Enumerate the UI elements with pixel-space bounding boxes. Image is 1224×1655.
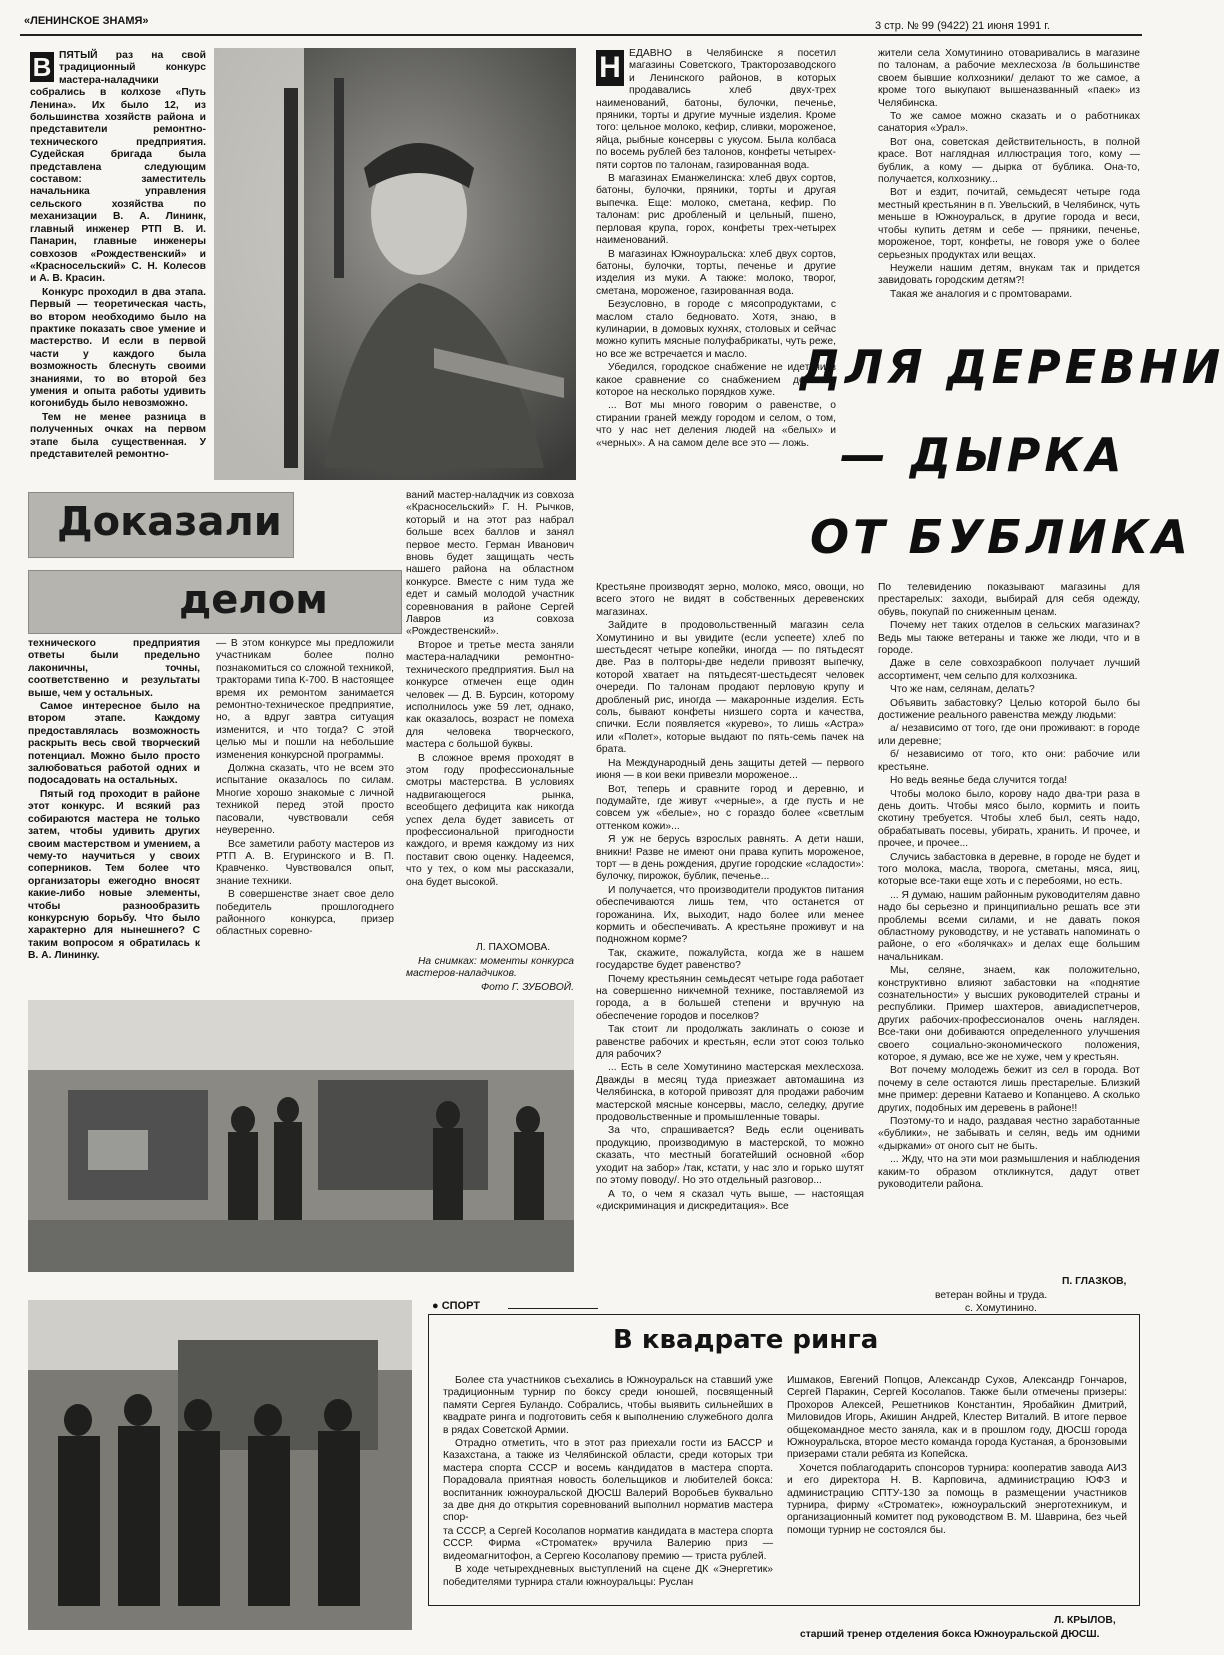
article2-paragraph: За что, спрашивается? Ведь если оценивать продукцию, производимую в мастерской, то можно сказать, что местный богатейший основной «бор уходит на забор» /так, кстати, у нас зло и горько шутят по этому поводу/. Но это отдельный разговор... xyxy=(596,1125,864,1187)
article1-column-2 xyxy=(28,638,200,978)
article2-column-3b xyxy=(878,582,1140,1272)
article1-author: Л. ПАХОМОВА. xyxy=(476,942,551,953)
article1-column-3 xyxy=(216,638,394,978)
article2-paragraph: То же самое можно сказать и о работниках санатория «Урал». xyxy=(878,111,1140,135)
article2-paragraph: Крестьяне производят зерно, молоко, мясо, овощи, но всего этого не видят в собственных деревенских магазинах. xyxy=(596,582,864,618)
article2-paragraph: На Международный день защиты детей — первого июня — в кои веки привезли мороженое... xyxy=(596,757,864,782)
article1-paragraph: Самое интересное было на втором этапе. Каждому предоставлялась возможность раскрыть весь свой творческий потенциал. Можно было просто залюбоваться работой одних и подосадовать на остальных. xyxy=(28,701,200,787)
article2-paragraph: ... Жду, что на эти мои размышления и наблюдения каким-то образом откликнутся, дадут ответ руководители района. xyxy=(878,1154,1140,1191)
article2-paragraph: Мы, селяне, знаем, как положительно, конструктивно влияют забастовки на «поднятие сознательности» у высших руководителей страны и республики. Пример шахтеров, авиадиспетчеров, других рабочих-профессионалов очень нагляден. Все-таки они добиваются определенного улучшения своего социально-экономического положения, которое, я думаю, все же не хуже, чем у крестьян. xyxy=(878,965,1140,1064)
masthead-rule xyxy=(20,34,1142,36)
photo-mechanic xyxy=(214,48,576,480)
sport-author-title-text: старший тренер отделения бокса Южноуральской ДЮСШ. xyxy=(800,1629,1100,1640)
article2-paragraph: Вот она, советская действительность, в полной красе. Вот наглядная иллюстрация того, кому — бублик, а кому — дырка от бублика. Она-то, получается, колхознику... xyxy=(878,136,1140,186)
photo-credit: Фото Г. ЗУБОВОЙ. xyxy=(480,981,574,993)
article2-paragraph: Вот и ездит, почитай, семьдесят четыре года местный крестьянин в п. Увельский, в Челябинск, чуть меньше в Южноуральск, в другие города и веси, чтобы купить детям и себе — пряники, печенье, мороженое, торт, конфеты, не говоря уже о более серьезных продуктах или вещах. xyxy=(878,187,1140,261)
article2-paragraph: По телевидению показывают магазины для престарелых: заходи, выбирай для себя одежду, обувь, покупай по сниженным ценам. xyxy=(878,582,1140,618)
article1-paragraph: — В этом конкурсе мы предложили участникам более полно познакомиться со сложной техникой, тракторами типа К-700. В настоящее время их ремонтом занимается ремонтно-техническое предприятие, но, а вдруг завтра ситуация изменится, и что тогда? С этой целью мы и пошли на небольшие изменения конкурсной программы. xyxy=(216,638,394,761)
sport-paragraph: Более ста участников съехались в Южноуральск на ставший уже традиционным турнир по боксу среди юношей, посвященный памяти Сергея Буландо. Собрались, чтобы выявить сильнейших в квадрате ринга и подготовить себя к выполнению служебного долга в рядах Советской Армии. xyxy=(443,1375,773,1436)
article2-paragraph: Что же нам, селянам, делать? xyxy=(890,684,1035,696)
article2-paragraph: А то, о чем я сказал чуть выше, — настоящая «дискриминация и дискредитация». Все xyxy=(596,1188,864,1212)
caption-text: На снимках: моменты конкурса мастеров-наладчиков. xyxy=(406,956,574,980)
article2-paragraph: а/ независимо от того, где они проживают: в городе или деревне; xyxy=(878,723,1140,747)
article2-paragraph: В магазинах Еманжелинска: хлеб двух сортов, батоны, булочки, пряники, торты и другая выпечка. Еще: молоко, сметана, кефир. По талонам: рис дробленый и цельный, пшено, перловая крупа, горох, конфеты трех-четырех наименований. xyxy=(596,173,836,247)
sport-paragraph: Ишмаков, Евгений Попцов, Александр Сухов, Александр Гончаров, Сергей Паракин, Сергей Косолапов. Также были отмечены призеры: Прохоров Алексей, Решетников Константин, Яробайкин Дмитрий, Миловидов Игорь, Акишин Андрей, Клестер Виталий. В итоге первое общекомандное место заняла, как и в прошлом году, ДЮСШ города Южноуральска, второе место команда города Кустаная, а бронзовыми призерами стали ребята из Копейска. xyxy=(787,1375,1127,1461)
article2-column-2 xyxy=(596,582,864,1298)
article1-column-4 xyxy=(406,490,574,925)
article2-paragraph: И получается, что производители продуктов питания обеспечиваются лишь тем, что останется от горожанина. Их, выходит, надо более или менее кормить и обеспечивать. А крестьяне проживут и на подножном корме? xyxy=(596,884,864,946)
article1-title-line1: Доказали xyxy=(28,492,294,558)
article2-paragraph: жители села Хомутинино отоваривались в магазине по талонам, а рабочие мехлесхоза /в большинстве своем бывшие колхозники/ делают то же самое, а кроме того выкупают вышеназванный «паек» из Челябинска. xyxy=(878,48,1140,109)
sport-title: В квадрате ринга xyxy=(613,1325,879,1355)
article1-paragraph: Пятый год проходит в районе этот конкурс. И всякий раз собираются мастера не только затем, чтобы удивить других своим мастерством и умением, а чему-то научиться у своих соперников. Тем более что организаторы ежегодно вносят какие-либо новые элементы, чтобы разнообразить конкурсную борьбу. Что было характерно для нынешнего? С таким вопросом я обратилась к В. А. Лининку. xyxy=(28,788,200,962)
article2-paragraph: Так, скажите, пожалуйста, когда же в нашем государстве будет равенство? xyxy=(596,947,864,972)
article2-paragraph: ... Я думаю, нашим районным руководителям давно надо бы серьезно и принципиально решать все эти проблемы всеми силами, и не давать покоя областному руководству, и не уставать напоминать о районе, о его «болячках» и делах еще большим начальникам. xyxy=(878,889,1140,963)
article1-paragraph: ваний мастер-наладчик из совхоза «Красносельский» Г. Н. Рычков, который и на этот раз набрал больше всех баллов и занял первое место. Герман Иванович вновь будет защищать честь нашего района на областном конкурсе. Вместе с ним туда же едет и самый молодой участник соревнования в районе Сергей Лавров из совхоза «Рождественский». xyxy=(406,490,574,638)
masthead-left: «ЛЕНИНСКОЕ ЗНАМЯ» xyxy=(24,15,149,27)
sport-paragraph: В ходе четырехдневных выступлений на сцене ДК «Энергетик» победителями турнира стали южноуральцы: Руслан xyxy=(443,1564,773,1588)
article2-title-line3: ОТ БУБЛИКА xyxy=(810,510,1192,564)
article2-paragraph: Случись забастовка в деревне, в городе не будет и того молока, масла, творога, сметаны, мяса, яиц, которые все-таки еще хоть и с перебоями, но есть. xyxy=(878,851,1140,888)
article1-caption xyxy=(406,956,574,996)
article2-paragraph: Так стоит ли продолжать заклинать о союзе и равенстве рабочих и крестьян, если этот союз только для рабочих? xyxy=(596,1024,864,1061)
article2-paragraph: Вот, теперь и сравните город и деревню, и подумайте, где живут «черные», а где пусть и не совсем уж «белые», но с гораздо более «светлым оттенком кожи»... xyxy=(596,783,864,832)
photo-trucks xyxy=(28,1000,574,1272)
article2-title-line1: ДЛЯ ДЕРЕВНИ xyxy=(800,340,1224,394)
article2-paragraph: Вот почему молодежь бежит из сел в города. Вот почему в селе остаются лишь престарелые. Близкий мне пример: деревни Катаево и Копанцево. А сколько других, подобных им деревень в районе!! xyxy=(878,1065,1140,1114)
article2-paragraph: Неужели нашим детям, внукам так и придется завидовать городским детям?! xyxy=(878,262,1140,287)
sport-column-2 xyxy=(787,1375,1127,1545)
article1-dropcap: В xyxy=(30,52,54,82)
sport-rule xyxy=(508,1308,598,1309)
sport-column-1 xyxy=(443,1375,773,1599)
sport-paragraph: Хочется поблагодарить спонсоров турнира: кооператив завода АИЗ и его директора Н. В. Карповича, администрацию ЮФЗ и администрацию СПТУ-130 за помощь в размещении участников турнира, фирму «Строматек», южноуральский энерготехникум, и организационный комитет под руководством В. М. Шаврина, без чьей помощи турнир не состоялся бы. xyxy=(787,1462,1127,1536)
sport-paragraph: та СССР, а Сергей Косолапов норматив кандидата в мастера спорта СССР. Фирма «Строматек» вручила Валерию приз — видеомагнитофон, а Сергею Косолапову премию — триста рублей. xyxy=(443,1525,773,1562)
article2-paragraph: Поэтому-то и надо, раздавая честно заработанные «бублики», не забывать и селян, ведь им одними «дырками» от оного сыт не быть. xyxy=(878,1116,1140,1152)
article1-paragraph: В совершенстве знает свое дело победитель прошлогоднего районного конкурса, призер областных соревно- xyxy=(216,889,394,938)
article2-dropcap: Н xyxy=(596,50,624,86)
article2-paragraph: Такая же аналогия и с промтоварами. xyxy=(890,288,1073,300)
article2-paragraph: В магазинах Южноуральска: хлеб двух сортов, батоны, булочки, торты, печенье и другие изделия из муки. А также: молоко, творог, сметана, мороженое, газированная вода. xyxy=(596,248,836,297)
sport-paragraph: Отрадно отметить, что в этот раз приехали гости из БАССР и Казахстана, а также из Челябинской области, среди которых три мастера спорта СССР и восемь кандидатов в мастера спорта. Порадовала приятная новость болельщиков и любителей бокса: воспитанник южноуральской ДЮСШ Валерий Воробьев буквально за две дня до открытия соревнований выполнил норматив мастера спор- xyxy=(443,1438,773,1524)
article1-title-line2: делом xyxy=(28,570,402,634)
sport-rubric-label: СПОРТ xyxy=(441,1300,481,1312)
article2-paragraph: ... Есть в селе Хомутинино мастерская мехлесхоза. Дважды в месяц туда приезжает автомашина из Челябинска, в которой привозят для продажи рабочим мастерской мясные консервы, масло, селедку, другие продовольственные и промышленные товары. xyxy=(596,1062,864,1124)
article2-author-place: с. Хомутинино. xyxy=(965,1303,1037,1314)
article1-column-1 xyxy=(30,50,206,480)
article2-paragraph: Я уж не берусь взрослых равнять. А дети наши, вникни! Разве не имеют они права купить мороженое, торт — в день рождения, другие городские «сладости»: булочку, пирожок, бублик, печенье... xyxy=(596,834,864,883)
article2-column-3a xyxy=(878,48,1140,310)
masthead-right: 3 стр. № 99 (9422) 21 июня 1991 г. xyxy=(875,20,1050,32)
sport-author: Л. КРЫЛОВ, xyxy=(1054,1615,1116,1626)
article2-author: П. ГЛАЗКОВ, xyxy=(1062,1276,1127,1287)
article2-paragraph: Объявить забастовку? Целью которой было бы достижение реального равенства между людьми: xyxy=(878,697,1140,722)
article1-paragraph: Должна сказать, что не всем это испытание оказалось по силам. Многие хорошо знакомые с личной техникой перед этой просто пасовали, чувствовали себя неуверенно. xyxy=(216,763,394,837)
article2-paragraph: Зайдите в продовольственный магазин села Хомутинино и вы увидите (если успеете) хлеб по шестьдесят четыре копейки, иногда — по пятьдесят две. Раз в полторы-две недели привозят выпечку, которой хватает на пятьдесят-шестьдесят человек очереди. По талонам продают перловую крупу и дробленый рис, иногда — макаронные изделия. Есть соль, бывают конфеты низшего сорта и качества, спички. Если появляется «куревo», то лишь «Астра» или «Полет», которые выдают по пять-семь пачек на брата. xyxy=(596,620,864,756)
rubric-bullet-icon: ● xyxy=(432,1300,442,1312)
photo-group xyxy=(28,1300,412,1630)
article1-paragraph: В сложное время проходят в этом году профессиональные смотры мастерства. В условиях надвигающегося рынка, всеобщего дефицита как никогда успех дела будет зависеть от профессиональной пригодности каждого, и время каждому из них поставит свою оценку. Надеемся, что у тех, о ком мы рассказали, она будет высокой. xyxy=(406,752,574,888)
article2-paragraph: ЕДАВНО в Челябинске я посетил магазины Советского, Тракторозаводского и Ленинского районов, в которых продавались хлеб двух-трех наименований, батоны, булочки, печенье, пряники, торты и другие мучные изделия. Кроме того: цельное молоко, кефир, сливки, мороженое, яйца, рыбные консервы с укусом. Была колбаса по восемь рублей без талонов, конфеты четырех-пяти сортов по талонам, газированная вода. xyxy=(596,48,836,171)
article1-paragraph: Тем не менее разница в полученных очках на первом этапе была существенная. У представителей ремонтно- xyxy=(30,411,206,460)
article2-paragraph: Почему нет таких отделов в сельских магазинах? Ведь мы также ветераны и также же люди, что и в городе. xyxy=(878,620,1140,657)
sport-author-title xyxy=(800,1629,1140,1655)
sport-box xyxy=(428,1314,1140,1606)
article2-paragraph: Даже в селе совхозрабкооп получает лучший ассортимент, чем сельпо для колхозника. xyxy=(878,658,1140,682)
article1-paragraph: Конкурс проходил в два этапа. Первый — теоретическая часть, во втором необходимо было на практике показать свое умение и мастерство. И если в первой части у каждого была возможность блеснуть своими знаниями, то во второй без умения и опыта работы удивить когонибудь было невозможно. xyxy=(30,286,206,410)
article2-paragraph: Убедился, городское снабжение не идет ни в какое сравнение со снабжением деревни, которое на несколько порядков хуже. xyxy=(596,362,836,398)
article2-paragraph: Но ведь веянье беда случится тогда! xyxy=(890,775,1068,787)
article2-paragraph: Почему крестьянин семьдесят четыре года работает на совершенно никчемной технике, поставляемой из города, а в большей степени и вручную на обеспечение городов и поселков? xyxy=(596,973,864,1022)
article2-paragraph: Чтобы молоко было, корову надо два-три раза в день доить. Чтобы мясо было, кормить и поить скотину требуется. Чтобы хлеб был, сеять надо, обрабатывать посевы, убирать, хранить. И прочее, и прочее, и прочее... xyxy=(878,788,1140,850)
article2-title-line2: — ДЫРКА xyxy=(840,428,1126,482)
article1-paragraph: Второе и третье места заняли мастера-наладчики ремонтно-технического предприятия. Был на конкурсе отмечен еще один человек — Д. В. Бурсин, которому исполнилось уже 59 лет, однако, как оказалось, возраст не помеха для человека творческого, мастера с большой буквы. xyxy=(406,639,574,751)
article2-author-title: ветеран войны и труда. xyxy=(935,1290,1048,1301)
article2-paragraph: Безусловно, в городе с мясопродуктами, с маслом стало бедновато. Хотя, знаю, в кулинарии, в домовых кухнях, столовых и сейчас можно купить мясные полуфабрикаты, чуть реже, но все же встречается и масло. xyxy=(596,299,836,360)
article2-paragraph: б/ независимо от того, кто они: рабочие или крестьяне. xyxy=(878,749,1140,773)
article1-paragraph: Все заметили работу мастеров из РТП А. В. Егуринского и В. П. Кравченко. Чувствовался опыт, знание техники. xyxy=(216,838,394,887)
article1-paragraph: технического предприятия ответы были предельно лаконичны, точны, соответственно и результаты выше, чем у остальных. xyxy=(28,638,200,699)
article2-column-1 xyxy=(596,48,836,578)
article2-paragraph: ... Вот мы много говорим о равенстве, о стирании граней между городом и селом, о том, что у нас нет деления людей на «белых» и «черных». А на самом деле все это — ложь. xyxy=(596,400,836,449)
article1-paragraph: ПЯТЫЙ раз на свой традиционный конкурс мастера-наладчики собрались в колхозе «Путь Ленина». Их было 12, из большинства хозяйств района и представители ремонтно-технического предприятия. Судейская бригада была представлена следующим составом: заместитель начальника управления сельского хозяйства по механизации В. А. Лининк, главный инженер РТП В. И. Панарин, главные инженеры совхозов «Рождественский» и «Красносельский» С. Н. Колесов и А. В. Красин. xyxy=(30,50,206,285)
